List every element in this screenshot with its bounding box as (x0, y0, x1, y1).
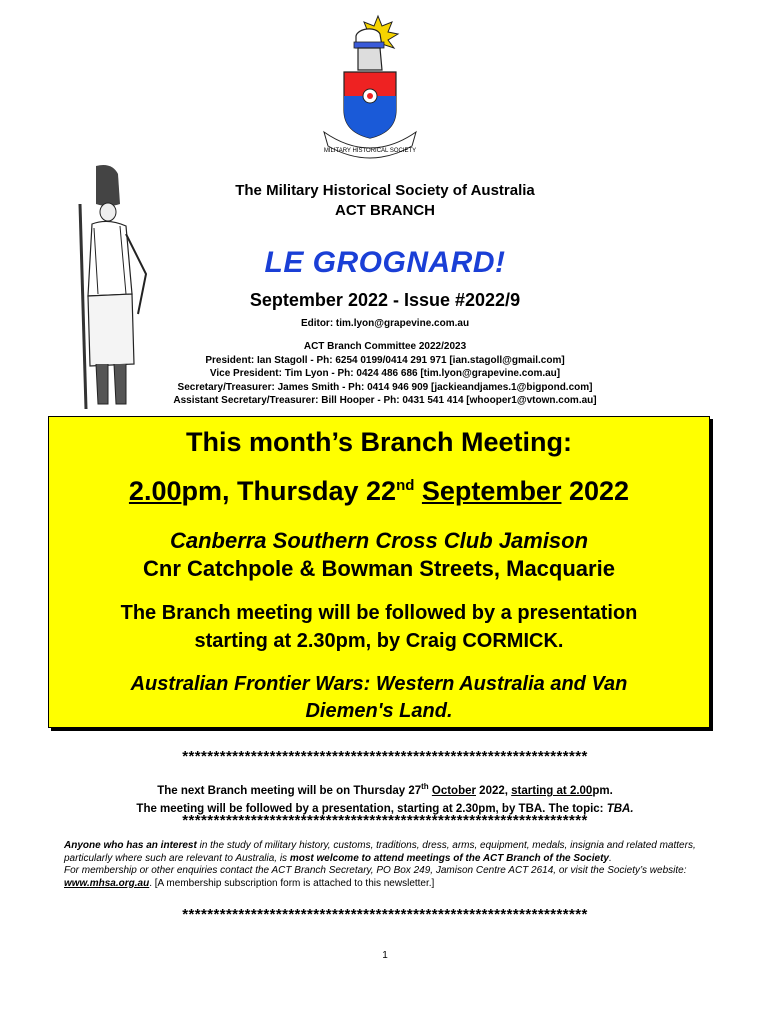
committee-member: President: Ian Stagoll - Ph: 6254 0199/0414 291 971 [ian.stagoll@gmail.com] (205, 354, 565, 366)
society-name-block (0, 181, 770, 221)
topic-line: Australian Frontier Wars: Western Australia and Van (130, 673, 628, 695)
meeting-announcement-box (48, 416, 710, 728)
page-number: 1 (382, 950, 388, 961)
committee-member: Vice President: Tim Lyon - Ph: 0424 486 686 [tim.lyon@grapevine.com.au] (209, 368, 561, 379)
branch-name: ACT BRANCH (335, 202, 435, 219)
interest-lead: Anyone who has an interest (64, 840, 197, 851)
society-crest-logo (318, 14, 422, 164)
interest-paragraph (64, 840, 714, 865)
venue-name: Canberra Southern Cross Club Jamison (169, 528, 589, 553)
topic-line: Diemen's Land. (305, 700, 453, 722)
star-divider: ***************************************************************** (182, 748, 588, 765)
next-meeting-year: 2022, (475, 784, 512, 797)
interest-end: . (608, 852, 612, 864)
committee-member: Assistant Secretary/Treasurer: Bill Hooper - Ph: 0431 541 414 [whooper1@vtown.com.au] (173, 395, 597, 406)
interest-welcome: most welcome to attend meetings of the ACT Branch of the Society (289, 852, 609, 864)
next-presentation-topic: TBA. (606, 802, 634, 815)
meeting-day-suffix: nd (396, 477, 415, 494)
next-meeting-start-time: starting at 2.00 (511, 784, 593, 797)
presentation-topic (49, 671, 709, 725)
committee-member: Secretary/Treasurer: James Smith - Ph: 0414 946 909 [jackieandjames.1@bigpond.com] (177, 381, 593, 393)
membership-info (64, 840, 714, 890)
next-meeting-month: October (431, 784, 476, 797)
issue-line: September 2022 - Issue #2022/9 (249, 290, 521, 310)
next-presentation-text: The meeting will be followed by a presentation, starting at 2.30pm, by TBA. The topic: (136, 802, 607, 815)
newsletter-title: LE GROGNARD! (264, 246, 506, 279)
star-divider: ***************************************************************** (182, 906, 588, 923)
committee-heading: ACT Branch Committee 2022/2023 (303, 341, 467, 352)
presentation-line: The Branch meeting will be followed by a presentation (120, 602, 638, 624)
contact-end: . [A membership subscription form is attached to this newsletter.] (149, 877, 435, 889)
next-meeting-date: The next Branch meeting will be on Thursday 27 (157, 784, 422, 797)
meeting-day: pm, Thursday 22 (181, 476, 397, 506)
meeting-time: 2.00 (128, 476, 182, 506)
venue-address: Cnr Catchpole & Bowman Streets, Macquarie (143, 556, 615, 581)
meeting-heading: This month’s Branch Meeting: (185, 427, 572, 457)
editor-line: Editor: tim.lyon@grapevine.com.au (300, 318, 470, 329)
next-meeting-line (0, 778, 770, 800)
meeting-year: 2022 (568, 476, 630, 506)
star-divider: ***************************************************************** (182, 812, 588, 829)
website-link[interactable]: www.mhsa.org.au (64, 877, 150, 889)
crest-banner-text: MILITARY HISTORICAL SOCIETY (323, 148, 417, 154)
presentation-line: starting at 2.30pm, by Craig CORMICK. (194, 630, 564, 652)
society-name: The Military Historical Society of Australia (235, 182, 535, 199)
contact-paragraph (64, 865, 714, 890)
presentation-info (49, 599, 709, 655)
contact-text: For membership or other enquiries contact the ACT Branch Secretary, PO Box 249, Jamison Centre ACT 2614, or visit the Society’s website: (64, 865, 687, 876)
meeting-month: September (421, 476, 562, 506)
next-meeting-day-suffix: th (421, 782, 429, 791)
next-meeting-pm: pm. (592, 784, 613, 797)
meeting-datetime (49, 468, 709, 509)
committee-block (0, 340, 770, 408)
interest-body: in the study of military history, customs, traditions, dress, arms, equipment, medals, insignia and related matters, particularly where such are relevant to Australia, is (64, 840, 696, 864)
